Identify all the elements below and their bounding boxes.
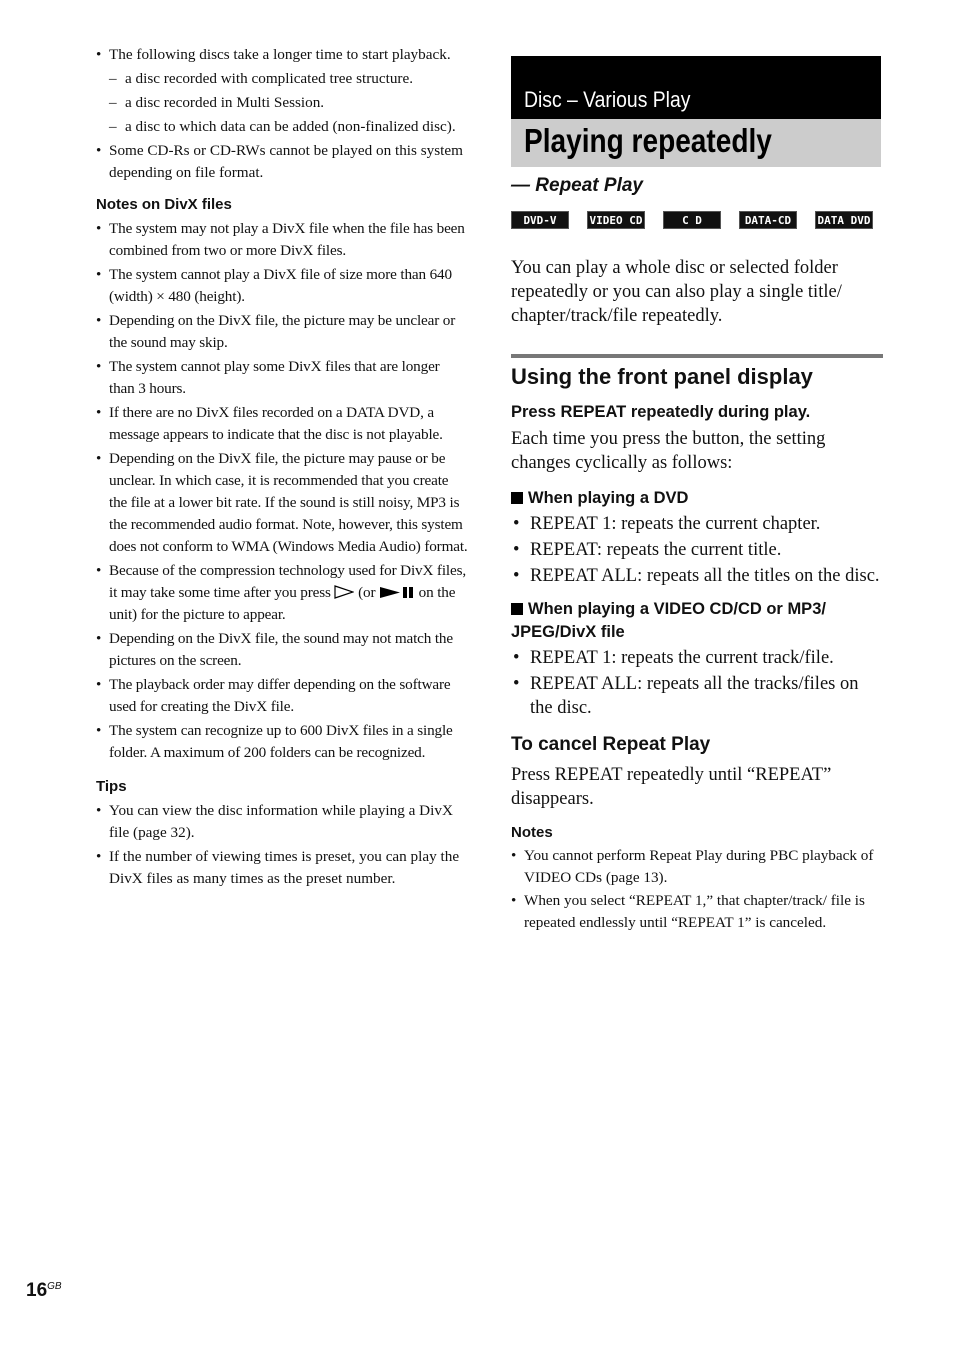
play-icon (334, 585, 354, 599)
list-item: • The playback order may differ depending on the software used for creating the DivX file. (96, 674, 468, 718)
each-time-paragraph: Each time you press the button, the setting changes cyclically as follows: (511, 429, 826, 473)
list-item: – a disc recorded with complicated tree structure. (96, 68, 468, 90)
badge-video-cd: VIDEO CD (587, 211, 645, 229)
list-item: • The system cannot play some DivX files that are longer than 3 hours. (96, 356, 468, 400)
badge-dvd-v: DVD-V (511, 211, 569, 229)
list-item: • The following discs take a longer time to start playback. (96, 44, 468, 66)
divx-notes-list (96, 218, 468, 764)
list-item: • If the number of viewing times is preset, you can play the DivX files as many times as the preset number. (96, 846, 468, 890)
page-subtitle: — Repeat Play (511, 175, 643, 196)
list-item: • REPEAT ALL: repeats all the titles on the disc. (511, 564, 881, 588)
left-column (96, 44, 468, 890)
list-item: • REPEAT 1: repeats the current chapter. (511, 512, 881, 536)
region-code: GB (47, 1281, 62, 1292)
play-pause-icon (379, 586, 415, 599)
list-item: • When you select “REPEAT 1,” that chapter/track/ file is repeated endlessly until “REPEAT 1” is canceled. (511, 890, 881, 934)
list-item: – a disc to which data can be added (non-finalized disc). (96, 116, 468, 138)
list-item: • Depending on the DivX file, the picture may pause or be unclear. In which case, it is recommended that you create the file at a lower bit rate. If the sound is still noisy, MP3 is the recommended audio format. Note, however, this system does not conform to WMA (Windows Media Audio) format. (96, 448, 468, 558)
list-item: • The system may not play a DivX file when the file has been combined from two or more DivX files. (96, 218, 468, 262)
right-column (511, 56, 881, 934)
section-banner (511, 56, 881, 119)
intro-paragraph: You can play a whole disc or selected folder repeatedly or you can also play a single title/ chapter/track/file repeatedly. (511, 258, 842, 326)
section-divider (511, 354, 883, 358)
badge-data-dvd: DATA DVD (815, 211, 873, 229)
section-title: Disc – Various Play (524, 87, 691, 112)
list-item: – a disc recorded in Multi Session. (96, 92, 468, 114)
divx-notes-heading: Notes on DivX files (96, 196, 232, 213)
dvd-heading: When playing a DVD (511, 487, 881, 510)
list-item: • REPEAT ALL: repeats all the tracks/files on the disc. (511, 672, 881, 720)
front-panel-heading: Using the front panel display (511, 364, 813, 389)
list-item: • Depending on the DivX file, the picture may be unclear or the sound may skip. (96, 310, 468, 354)
list-item: • Depending on the DivX file, the sound may not match the pictures on the screen. (96, 628, 468, 672)
tips-heading: Tips (96, 778, 127, 795)
badge-data-cd: DATA-CD (739, 211, 797, 229)
compression-note-part2: (or (358, 584, 376, 601)
disc-notes-list (96, 44, 468, 184)
list-item: • You can view the disc information while playing a DivX file (page 32). (96, 800, 468, 844)
compression-note-part3: on the unit) for the picture to appear. (109, 584, 456, 623)
page-number: $16^{GB}$ (26, 1280, 62, 1301)
title-banner (511, 119, 881, 167)
list-item: • The system cannot play a DivX file of size more than 640 (width) × 480 (height). (96, 264, 468, 308)
list-item (96, 560, 468, 626)
list-item: • If there are no DivX files recorded on a DATA DVD, a message appears to indicate that the disc is not playable. (96, 402, 468, 446)
notes-list (511, 845, 881, 934)
press-instruction: Press REPEAT repeatedly during play. (511, 403, 811, 421)
dvd-repeat-list (511, 512, 881, 588)
tips-list (96, 800, 468, 890)
list-item: • REPEAT 1: repeats the current track/file. (511, 646, 881, 670)
square-bullet-icon (511, 603, 523, 615)
list-item: • REPEAT: repeats the current title. (511, 538, 881, 562)
list-item: • The system can recognize up to 600 DivX files in a single folder. A maximum of 200 folders can be recognized. (96, 720, 468, 764)
vcd-heading: When playing a VIDEO CD/CD or MP3/ JPEG/DivX file (511, 600, 826, 641)
notes-heading: Notes (511, 824, 553, 841)
compression-note-part1: Because of the compression technology used for DivX files, it may take some time after you press (109, 562, 466, 601)
page-title: Playing repeatedly (524, 122, 772, 159)
list-item: • Some CD-Rs or CD-RWs cannot be played on this system depending on file format. (96, 140, 468, 184)
vcd-repeat-list (511, 646, 881, 720)
cancel-paragraph: Press REPEAT repeatedly until “REPEAT” disappears. (511, 765, 832, 809)
square-bullet-icon (511, 492, 523, 504)
cancel-heading: To cancel Repeat Play (511, 734, 711, 755)
list-item: • You cannot perform Repeat Play during PBC playback of VIDEO CDs (page 13). (511, 845, 881, 889)
badge-cd: C D (663, 211, 721, 229)
disc-type-badges (511, 211, 881, 229)
